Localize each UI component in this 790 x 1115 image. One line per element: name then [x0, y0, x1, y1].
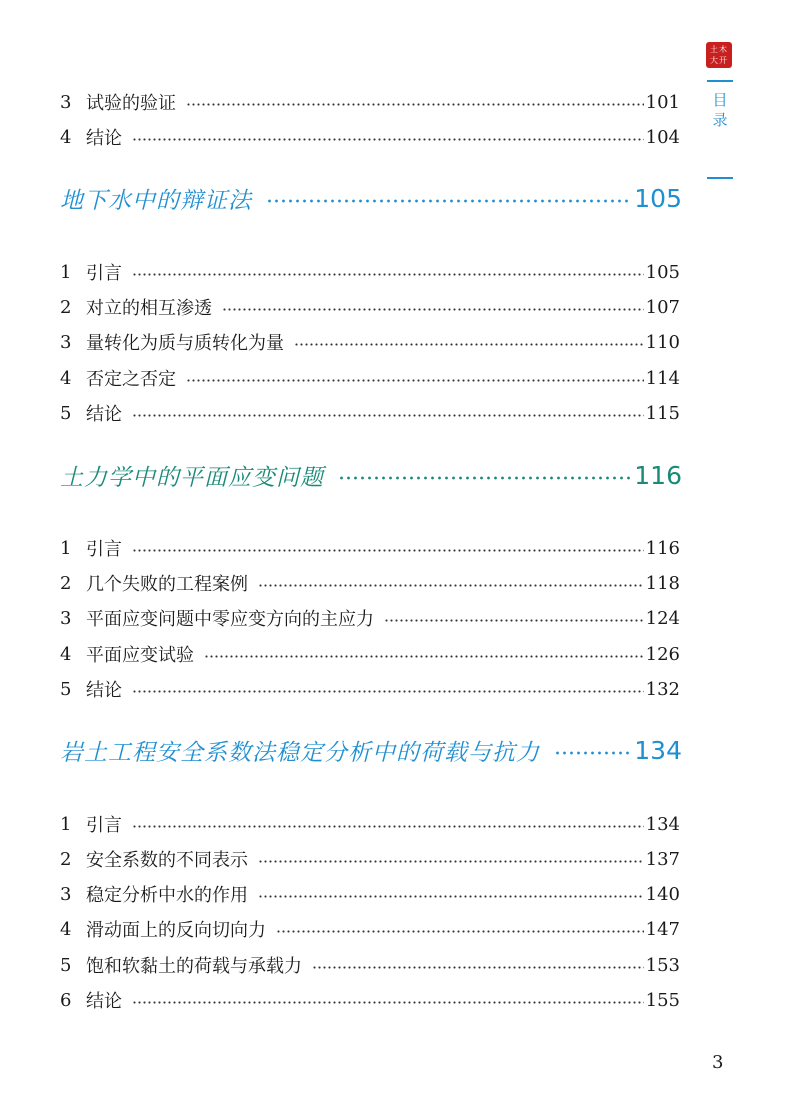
entry-title: 饱和软黏土的荷载与承载力 — [86, 956, 302, 977]
toc-entry[interactable] — [60, 401, 680, 425]
dot-leader — [384, 619, 644, 622]
dot-leader — [132, 138, 644, 141]
dot-leader — [204, 655, 644, 658]
entry-page: 101 — [645, 91, 680, 113]
entry-number: 2 — [60, 296, 72, 318]
entry-title: 滑动面上的反向切向力 — [86, 920, 266, 941]
entry-page: 134 — [645, 813, 680, 835]
toc-entry[interactable] — [60, 536, 680, 560]
entry-page: 124 — [645, 607, 680, 629]
entry-title: 安全系数的不同表示 — [86, 850, 248, 871]
entry-page: 147 — [645, 918, 680, 940]
chapter-heading[interactable] — [60, 732, 682, 768]
dot-leader — [266, 199, 630, 203]
chapter-title: 岩土工程安全系数法稳定分析中的荷载与抗力 — [60, 739, 540, 766]
entry-number: 6 — [60, 989, 72, 1011]
tab-divider-bottom — [707, 177, 733, 179]
dot-leader — [132, 690, 644, 693]
toc-entry[interactable] — [60, 882, 680, 906]
dot-leader — [276, 930, 644, 933]
toc-entry[interactable] — [60, 366, 680, 390]
toc-entry[interactable] — [60, 812, 680, 836]
contents-tab-label — [703, 90, 737, 130]
seal-text: 土木大开 — [710, 45, 728, 65]
entry-title: 几个失败的工程案例 — [86, 574, 248, 595]
entry-title: 对立的相互渗透 — [86, 298, 212, 319]
toc-entry[interactable] — [60, 606, 680, 630]
entry-number: 4 — [60, 126, 72, 148]
entry-title: 否定之否定 — [86, 369, 176, 390]
entry-title: 结论 — [86, 680, 122, 701]
toc-entry[interactable] — [60, 953, 680, 977]
entry-number: 2 — [60, 848, 72, 870]
toc-entry[interactable] — [60, 330, 680, 354]
page-number: 3 — [712, 1052, 724, 1073]
entry-number: 5 — [60, 402, 72, 424]
entry-title: 结论 — [86, 128, 122, 149]
chapter-heading[interactable] — [60, 457, 682, 493]
entry-number: 3 — [60, 883, 72, 905]
toc-entry[interactable] — [60, 90, 680, 114]
entry-number: 5 — [60, 678, 72, 700]
entry-page: 107 — [645, 296, 680, 318]
entry-number: 3 — [60, 331, 72, 353]
toc-entry[interactable] — [60, 571, 680, 595]
dot-leader — [132, 1001, 644, 1004]
entry-page: 126 — [645, 643, 680, 665]
entry-page: 104 — [645, 126, 680, 148]
entry-title: 引言 — [86, 263, 122, 284]
entry-page: 118 — [645, 572, 680, 594]
tab-divider-top — [707, 80, 733, 82]
entry-page: 137 — [645, 848, 680, 870]
dot-leader — [132, 273, 644, 276]
entry-page: 105 — [645, 261, 680, 283]
entry-page: 110 — [645, 331, 680, 353]
toc-entry[interactable] — [60, 125, 680, 149]
entry-number: 5 — [60, 954, 72, 976]
dot-leader — [294, 343, 644, 346]
chapter-page: 134 — [634, 735, 682, 765]
toc-entry[interactable] — [60, 988, 680, 1012]
dot-leader — [132, 414, 644, 417]
dot-leader — [258, 895, 644, 898]
seal-logo — [706, 42, 732, 68]
entry-number: 2 — [60, 572, 72, 594]
toc-entry[interactable] — [60, 677, 680, 701]
chapter-title: 土力学中的平面应变问题 — [60, 464, 324, 491]
dot-leader — [554, 751, 630, 755]
tab-label-char: 录 — [712, 111, 728, 129]
entry-number: 3 — [60, 91, 72, 113]
entry-title: 平面应变问题中零应变方向的主应力 — [86, 609, 374, 630]
toc-entry[interactable] — [60, 847, 680, 871]
entry-page: 132 — [645, 678, 680, 700]
entry-number: 1 — [60, 537, 72, 559]
entry-page: 115 — [645, 402, 680, 424]
entry-title: 结论 — [86, 404, 122, 425]
toc-entry[interactable] — [60, 917, 680, 941]
entry-title: 稳定分析中水的作用 — [86, 885, 248, 906]
toc-entry[interactable] — [60, 295, 680, 319]
entry-title: 结论 — [86, 991, 122, 1012]
entry-page: 153 — [645, 954, 680, 976]
dot-leader — [258, 860, 644, 863]
dot-leader — [132, 825, 644, 828]
entry-number: 4 — [60, 643, 72, 665]
entry-page: 140 — [645, 883, 680, 905]
entry-page: 155 — [645, 989, 680, 1011]
dot-leader — [132, 549, 644, 552]
chapter-page: 105 — [634, 183, 682, 213]
entry-title: 平面应变试验 — [86, 645, 194, 666]
entry-number: 4 — [60, 367, 72, 389]
chapter-heading[interactable] — [60, 180, 682, 216]
chapter-title: 地下水中的辩证法 — [60, 187, 252, 214]
dot-leader — [222, 308, 644, 311]
entry-number: 1 — [60, 261, 72, 283]
entry-number: 1 — [60, 813, 72, 835]
entry-title: 引言 — [86, 539, 122, 560]
entry-page: 114 — [645, 367, 680, 389]
dot-leader — [186, 103, 644, 106]
toc-entry[interactable] — [60, 642, 680, 666]
dot-leader — [186, 379, 644, 382]
entry-title: 引言 — [86, 815, 122, 836]
entry-title: 量转化为质与质转化为量 — [86, 333, 284, 354]
chapter-page: 116 — [634, 460, 682, 490]
toc-entry[interactable] — [60, 260, 680, 284]
entry-page: 116 — [645, 537, 680, 559]
entry-number: 3 — [60, 607, 72, 629]
dot-leader — [312, 966, 644, 969]
dot-leader — [338, 476, 630, 480]
entry-number: 4 — [60, 918, 72, 940]
entry-title: 试验的验证 — [86, 93, 176, 114]
dot-leader — [258, 584, 644, 587]
tab-label-char: 目 — [712, 91, 728, 109]
